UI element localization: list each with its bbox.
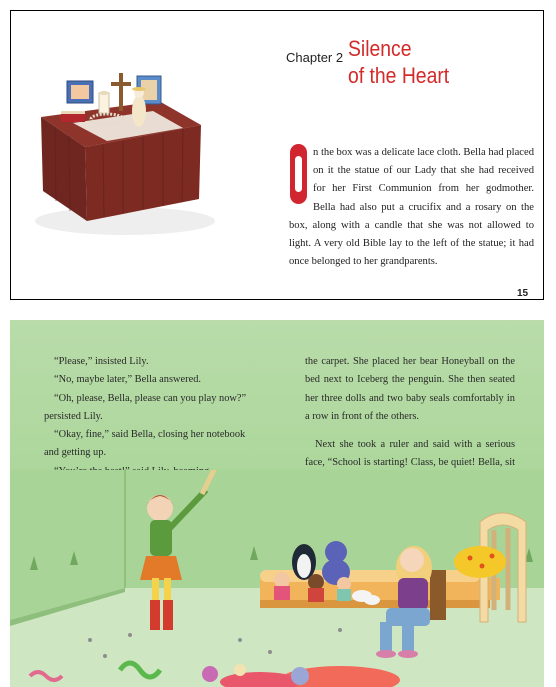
paragraph: “No, maybe later,” Bella answered. xyxy=(54,374,202,386)
book-page-bottom xyxy=(10,320,544,687)
paragraph: Next she took a ruler and said with a serious face, “School is starting! Class, be quiet! Bella, sit xyxy=(305,439,515,469)
body-paragraph: n the box was a delicate lace cloth. Bella had placed on it the statue of our Lady that she had received for her First Communion from her godmother. Bella had also put a crucifix and a rosary on the box, along with a candle that she was not allowed to light. A very old Bible lay to the left of the statue; it had once belonged to her grandparents. xyxy=(289,147,534,268)
paragraph: “Please,” insisted Lily. xyxy=(54,356,149,367)
paragraph: “Oh, please, Bella, please can you play now?” persisted Lily. xyxy=(44,392,247,422)
paragraph: the carpet. She placed her bear Honeyball on the bed next to Iceberg the penguin. She then seated her three dolls and two baby seals comfortably in a row in front of the others. xyxy=(305,356,515,422)
bedroom-scene-illustration xyxy=(10,470,544,687)
chapter-body-text xyxy=(289,144,534,271)
page-number: 15 xyxy=(517,288,529,299)
chapter-title-line-1: Silence xyxy=(348,36,412,61)
paragraph: “Okay, fine,” said Bella, closing her notebook and getting up. xyxy=(44,429,246,459)
book-page-top xyxy=(10,10,544,300)
chapter-title xyxy=(348,35,506,89)
chapter-title-line-2: of the Heart xyxy=(348,63,450,88)
chapter-number: Chapter 2 xyxy=(286,50,344,65)
altar-box-illustration xyxy=(33,71,223,236)
